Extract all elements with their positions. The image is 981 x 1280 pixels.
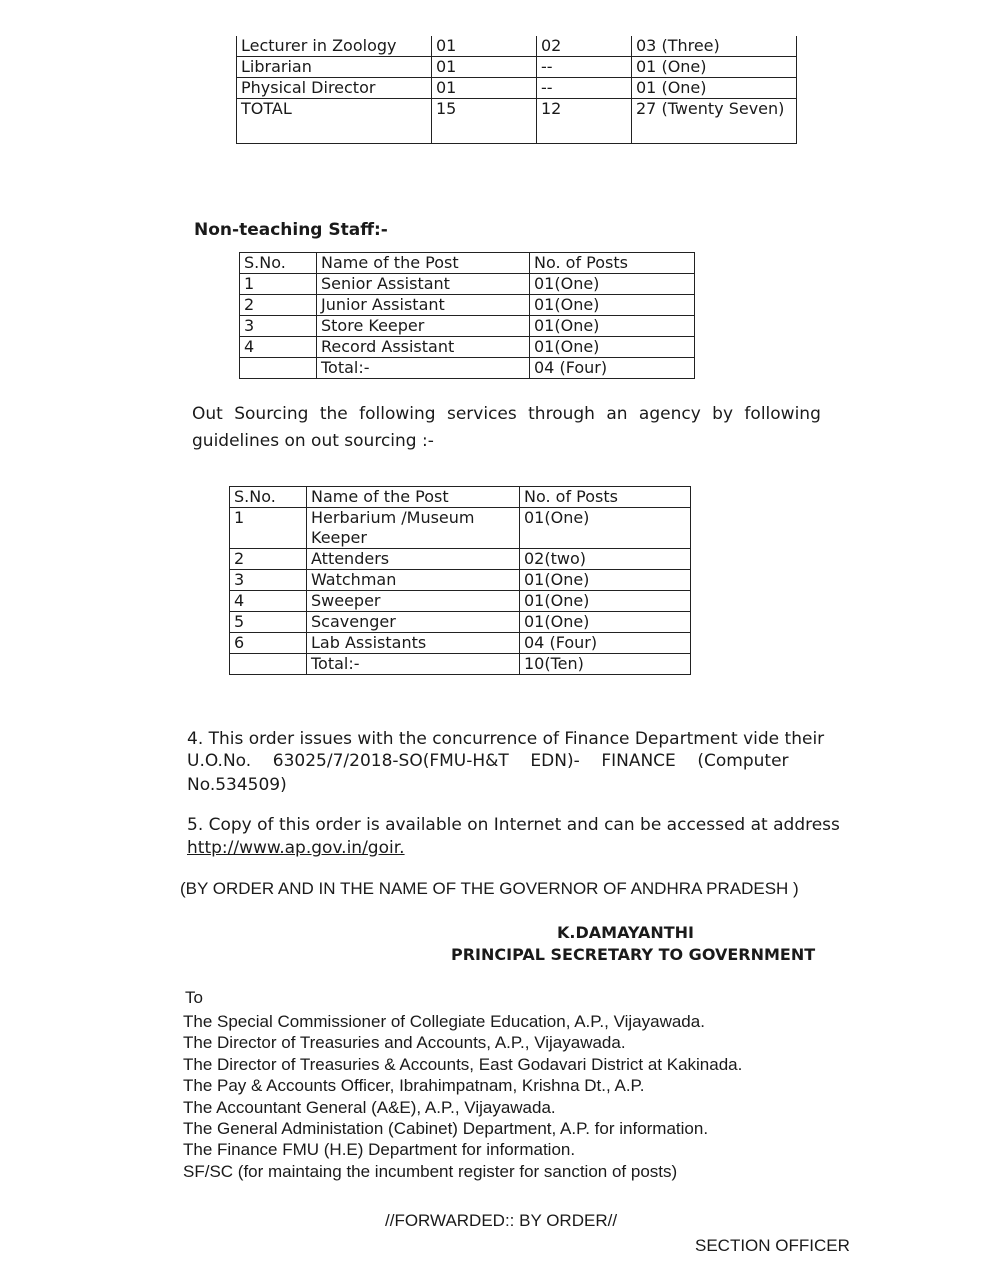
table-cell: Total:- xyxy=(307,654,520,675)
table-cell: -- xyxy=(537,78,632,99)
table-cell: 04 (Four) xyxy=(530,358,695,379)
table-cell: -- xyxy=(537,57,632,78)
table-cell: Senior Assistant xyxy=(317,274,530,295)
table-cell: Record Assistant xyxy=(317,337,530,358)
para5-line1: 5. Copy of this order is available on Internet and can be accessed at address xyxy=(187,815,840,835)
to-label: To xyxy=(185,988,203,1007)
table-cell: 01(One) xyxy=(530,316,695,337)
forwarded-line: //FORWARDED:: BY ORDER// xyxy=(385,1211,618,1230)
section-officer: SECTION OFFICER xyxy=(695,1236,850,1255)
outsourcing-intro-line2: guidelines on out sourcing :- xyxy=(192,431,434,451)
table-row xyxy=(230,570,691,591)
table-cell: Total:- xyxy=(317,358,530,379)
table-cell: TOTAL xyxy=(237,99,432,144)
table-cell: 5 xyxy=(230,612,307,633)
list-item: The Director of Treasuries & Accounts, East Godavari District at Kakinada. xyxy=(183,1054,743,1074)
table-cell: 2 xyxy=(240,295,317,316)
table-row xyxy=(240,316,695,337)
nonteaching-staff-table xyxy=(239,252,695,379)
table-cell: 1 xyxy=(240,274,317,295)
outsourcing-intro-line1: Out Sourcing the following services through an agency by following xyxy=(192,404,821,424)
para4-line3: No.534509) xyxy=(187,775,287,795)
table-cell: 01(One) xyxy=(520,591,691,612)
table-row xyxy=(230,633,691,654)
list-item: The Director of Treasuries and Accounts, A.P., Vijayawada. xyxy=(183,1033,626,1053)
table-row xyxy=(230,612,691,633)
table-cell: 01(One) xyxy=(520,570,691,591)
table-cell: 01 xyxy=(432,36,537,57)
table-cell: Physical Director xyxy=(237,78,432,99)
table-row xyxy=(230,508,691,549)
list-item: The Finance FMU (H.E) Department for information. xyxy=(183,1140,576,1160)
para4-line1: 4. This order issues with the concurrence of Finance Department vide their xyxy=(187,729,825,749)
order-line: (BY ORDER AND IN THE NAME OF THE GOVERNOR OF ANDHRA PRADESH ) xyxy=(180,879,799,898)
table-row xyxy=(230,591,691,612)
column-header: Name of the Post xyxy=(317,253,530,274)
table-row xyxy=(240,295,695,316)
column-header: Name of the Post xyxy=(307,487,520,508)
table-row xyxy=(237,78,797,99)
table-cell: Lab Assistants xyxy=(307,633,520,654)
nonteaching-heading: Non-teaching Staff:- xyxy=(194,220,388,240)
table-cell xyxy=(240,358,317,379)
table-cell: 01 (One) xyxy=(632,78,797,99)
table-row xyxy=(237,57,797,78)
column-header: No. of Posts xyxy=(520,487,691,508)
list-item: The Accountant General (A&E), A.P., Vijayawada. xyxy=(183,1097,556,1117)
table-cell: 4 xyxy=(230,591,307,612)
table-cell: 01 xyxy=(432,78,537,99)
signatory-name: K.DAMAYANTHI xyxy=(557,923,694,942)
table-cell: 10(Ten) xyxy=(520,654,691,675)
table-cell: 01 xyxy=(432,57,537,78)
table-cell: 01 (One) xyxy=(632,57,797,78)
table-header-row xyxy=(230,487,691,508)
table-cell: 6 xyxy=(230,633,307,654)
table-cell: 01(One) xyxy=(530,337,695,358)
table-cell: 03 (Three) xyxy=(632,36,797,57)
list-item: The General Administation (Cabinet) Department, A.P. for information. xyxy=(183,1119,709,1139)
table-cell: Scavenger xyxy=(307,612,520,633)
goir-link[interactable]: http://www.ap.gov.in/goir. xyxy=(187,838,405,858)
table-cell: Junior Assistant xyxy=(317,295,530,316)
table-row xyxy=(237,99,797,144)
teaching-staff-table xyxy=(236,36,797,144)
table-row xyxy=(237,36,797,57)
table-cell: 3 xyxy=(240,316,317,337)
table-cell: 27 (Twenty Seven) xyxy=(632,99,797,144)
table-cell: 2 xyxy=(230,549,307,570)
column-header: S.No. xyxy=(230,487,307,508)
table-cell: 15 xyxy=(432,99,537,144)
table-cell: 3 xyxy=(230,570,307,591)
table-cell: 01(One) xyxy=(520,508,691,549)
table-cell: Store Keeper xyxy=(317,316,530,337)
table-cell: 01(One) xyxy=(530,295,695,316)
table-cell: 02(two) xyxy=(520,549,691,570)
column-header: No. of Posts xyxy=(530,253,695,274)
recipient-list xyxy=(183,1011,742,1182)
table-cell: Attenders xyxy=(307,549,520,570)
table-cell: 12 xyxy=(537,99,632,144)
table-cell: Watchman xyxy=(307,570,520,591)
list-item: The Pay & Accounts Officer, Ibrahimpatnam, Krishna Dt., A.P. xyxy=(183,1076,645,1096)
table-cell: Lecturer in Zoology xyxy=(237,36,432,57)
table-cell: Librarian xyxy=(237,57,432,78)
table-cell: Sweeper xyxy=(307,591,520,612)
table-cell: 4 xyxy=(240,337,317,358)
list-item: The Special Commissioner of Collegiate Education, A.P., Vijayawada. xyxy=(183,1012,705,1031)
table-cell: 01(One) xyxy=(520,612,691,633)
table-cell: 01(One) xyxy=(530,274,695,295)
table-cell xyxy=(230,654,307,675)
table-cell: 1 xyxy=(230,508,307,549)
outsourcing-table xyxy=(229,486,691,675)
column-header: S.No. xyxy=(240,253,317,274)
table-cell: 02 xyxy=(537,36,632,57)
table-row xyxy=(230,549,691,570)
table-header-row xyxy=(240,253,695,274)
table-total-row xyxy=(240,358,695,379)
table-cell: Herbarium /Museum Keeper xyxy=(307,508,520,549)
list-item: SF/SC (for maintaing the incumbent register for sanction of posts) xyxy=(183,1161,678,1181)
table-row xyxy=(240,274,695,295)
signatory-designation: PRINCIPAL SECRETARY TO GOVERNMENT xyxy=(451,945,816,964)
table-row xyxy=(240,337,695,358)
table-total-row xyxy=(230,654,691,675)
table-cell: 04 (Four) xyxy=(520,633,691,654)
para4-line2: U.O.No. 63025/7/2018-SO(FMU-H&T EDN)- FINANCE (Computer xyxy=(187,751,789,771)
